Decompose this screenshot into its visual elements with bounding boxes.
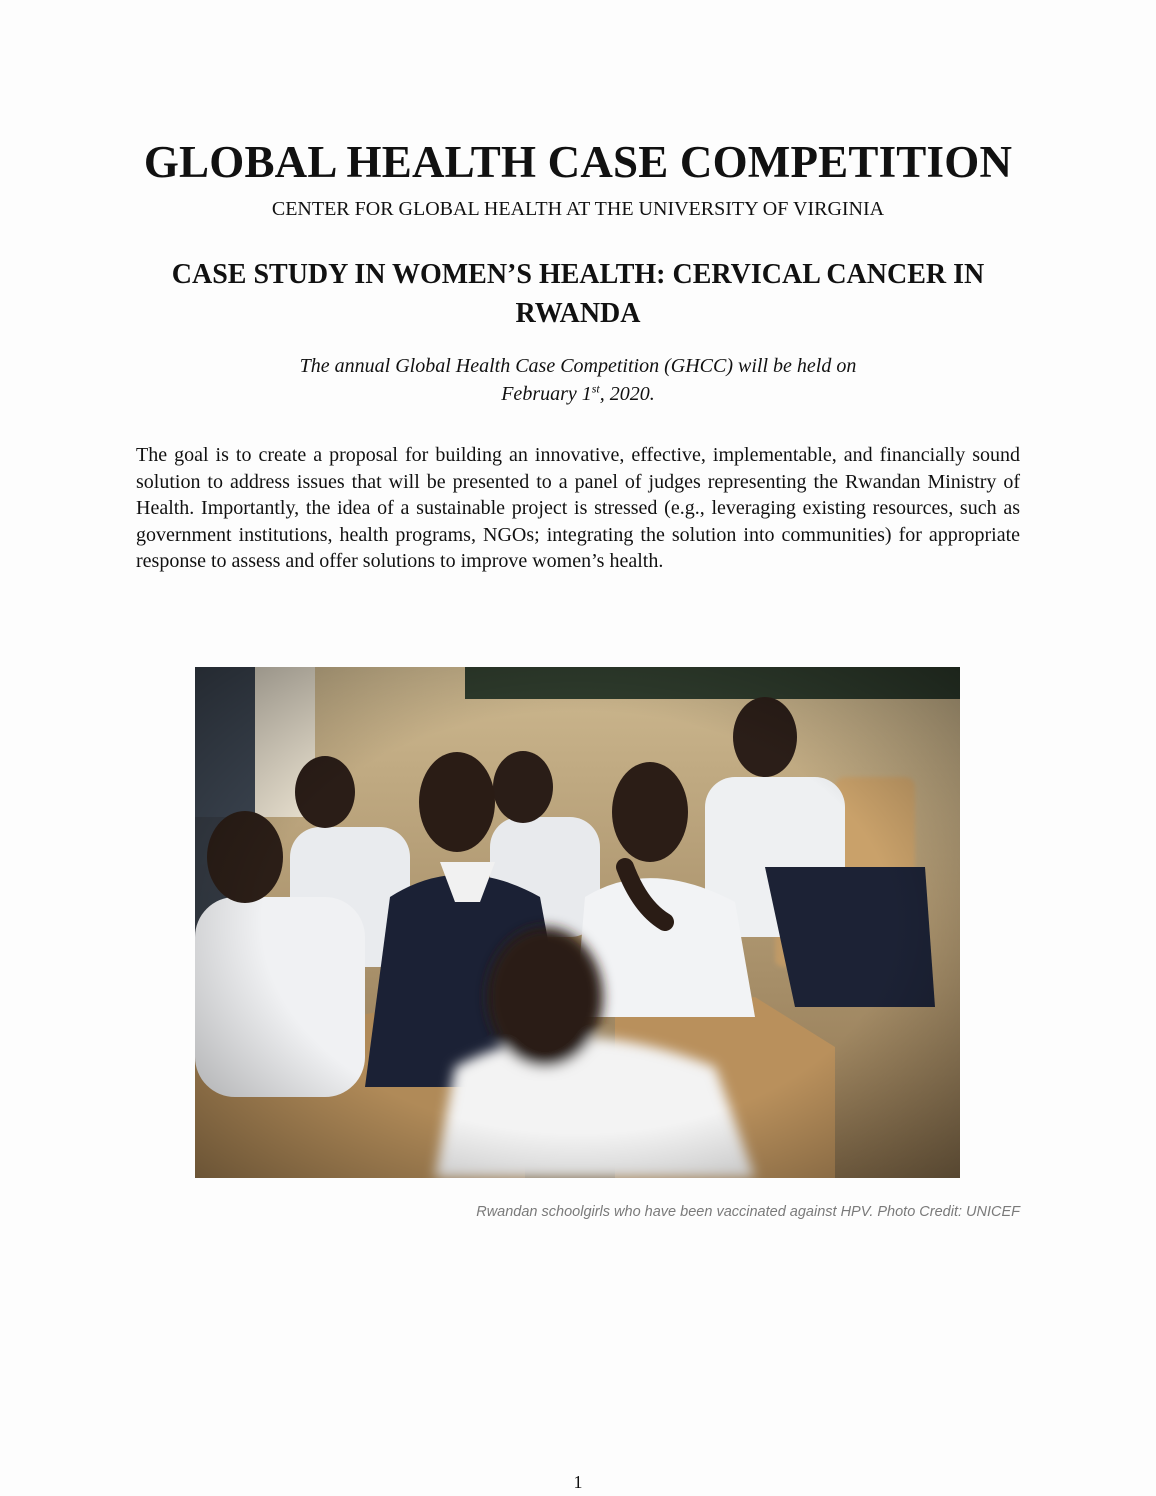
announcement-date [0,380,1156,408]
date-suffix: , 2020. [599,383,655,405]
photo-caption: Rwandan schoolgirls who have been vaccinated against HPV. Photo Credit: UNICEF [476,1204,1020,1220]
photo-illustration [195,667,960,1178]
announcement [0,352,1156,408]
announcement-line1: The annual Global Health Case Competition (GHCC) will be held on [299,355,857,377]
case-study-title: CASE STUDY IN WOMEN’S HEALTH: CERVICAL CANCER IN RWANDA [171,259,985,329]
classroom-photo [195,667,960,1178]
page-subtitle: CENTER FOR GLOBAL HEALTH AT THE UNIVERSITY OF VIRGINIA [271,198,885,220]
date-prefix: February 1 [501,383,592,405]
body-paragraph: The goal is to create a proposal for building an innovative, effective, implementable, and financially sound solution to address issues that will be presented to a panel of judges representing the Rwandan Ministry of Health. Importantly, the idea of a sustainable project is stressed (e.g., leveraging existing resources, such as government institutions, health programs, NGOs; integrating the solution into communities) for appropriate response to assess and offer solutions to improve women’s health. [136,444,1020,573]
date-superscript: st [591,381,600,396]
page-title: GLOBAL HEALTH CASE COMPETITION [143,137,1013,187]
page-number: 1 [573,1472,583,1492]
